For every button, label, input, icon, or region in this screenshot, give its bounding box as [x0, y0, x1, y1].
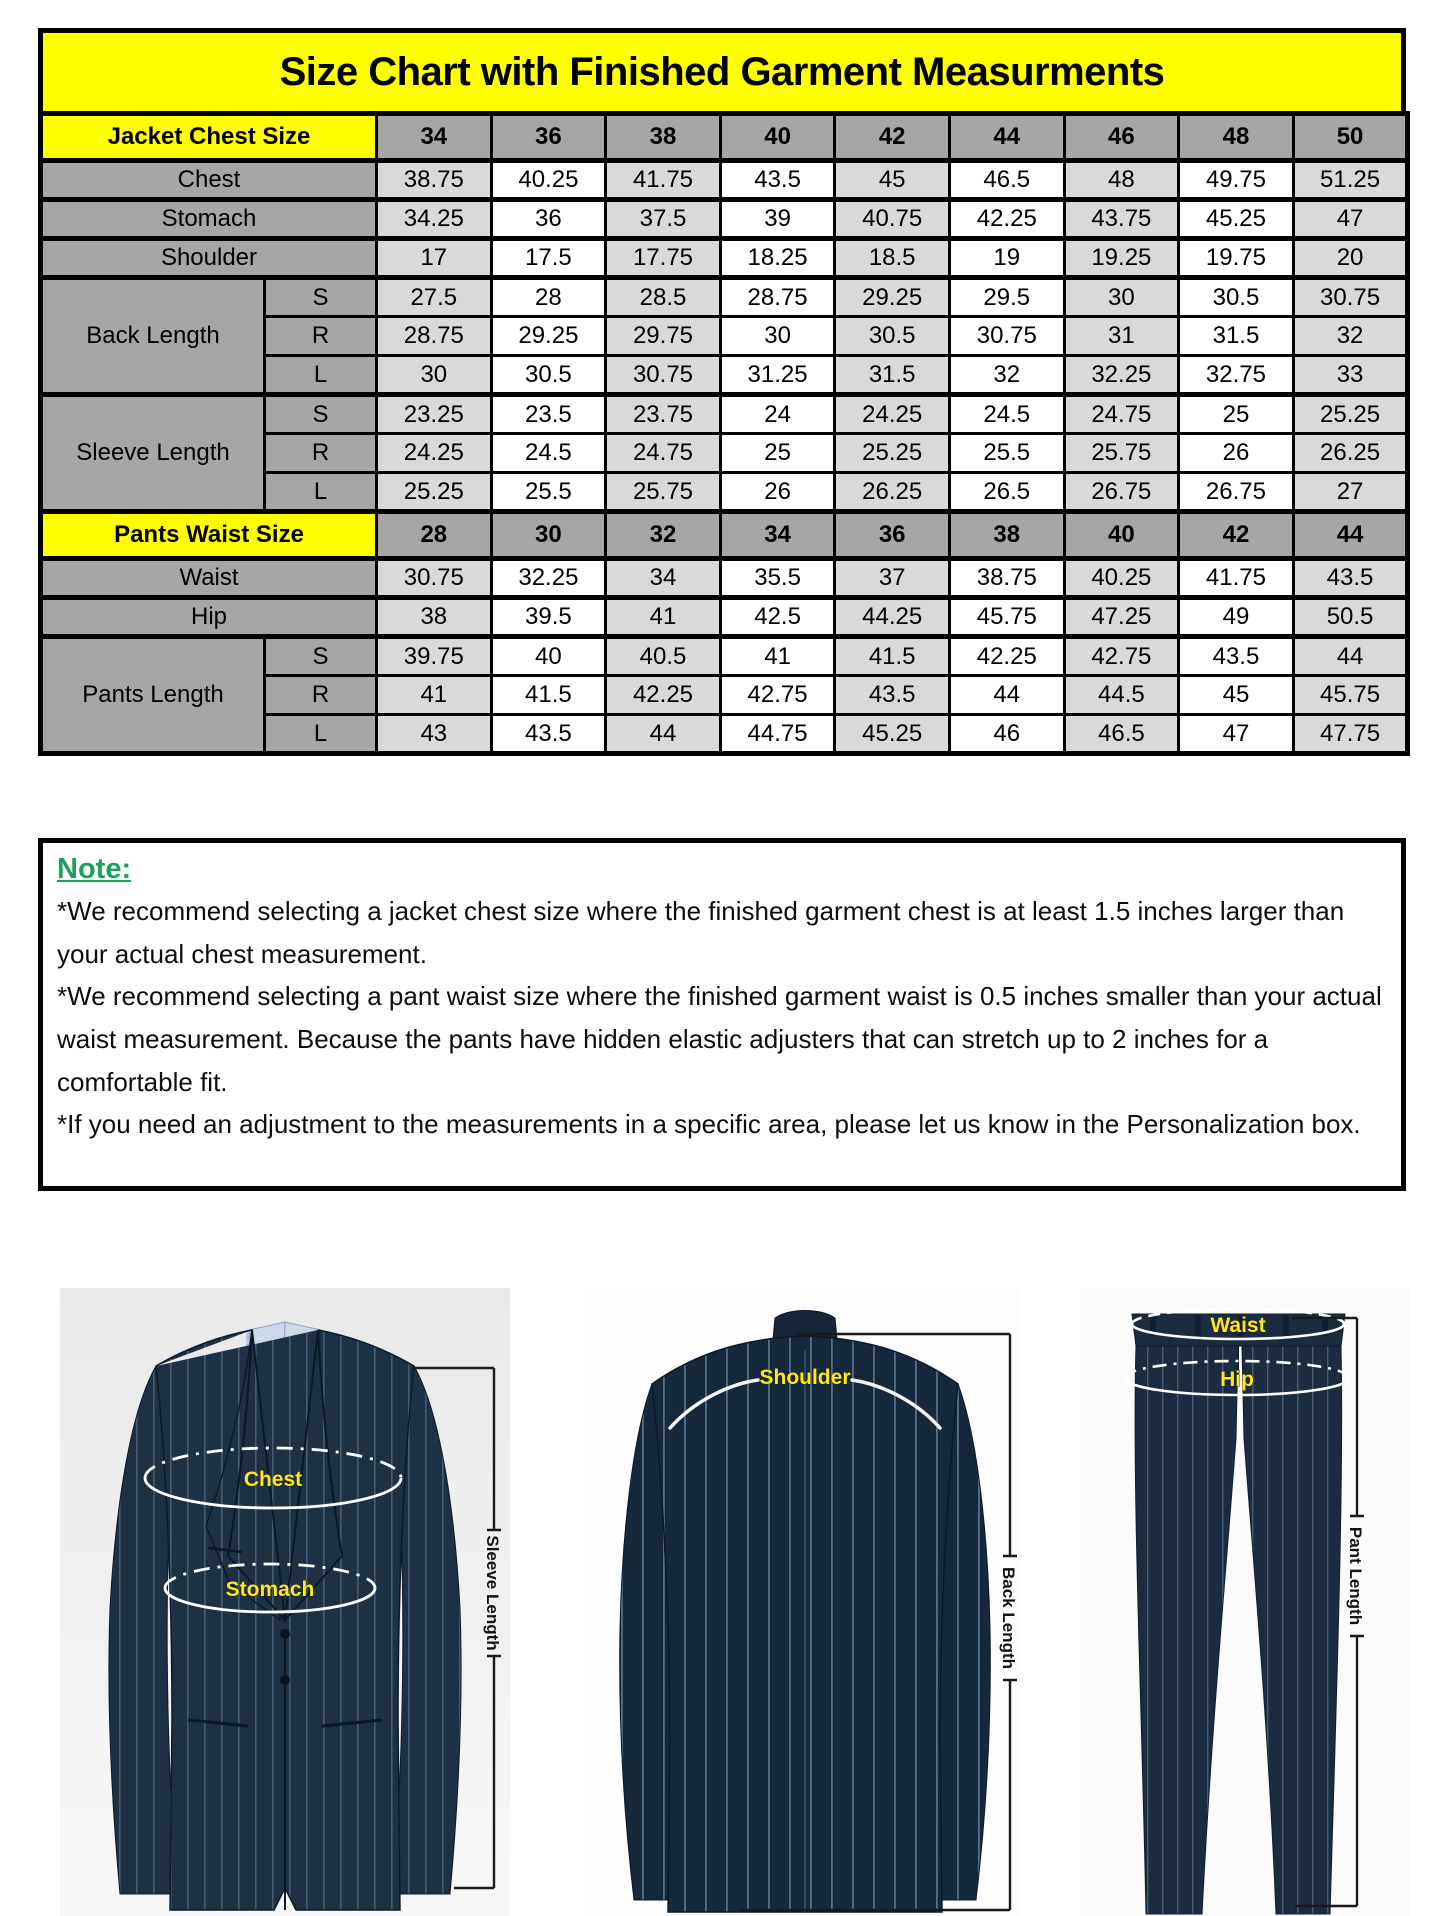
fit-cell: S [265, 637, 377, 676]
value-cell: 42.5 [720, 598, 835, 637]
value-cell: 28 [491, 278, 606, 317]
value-cell: 30 [377, 356, 492, 395]
stomach-label: Stomach [225, 1577, 315, 1601]
measurement-figures [38, 1288, 1406, 1916]
fit-cell: S [265, 278, 377, 317]
size-cell: 38 [949, 512, 1064, 559]
back-length-label: Back Length [999, 1566, 1018, 1669]
value-cell: 46.5 [949, 161, 1064, 200]
value-cell: 25.5 [949, 434, 1064, 473]
value-cell: 32.25 [1064, 356, 1179, 395]
row-label-cell: Waist [41, 559, 377, 598]
value-cell: 24.5 [491, 434, 606, 473]
hip-label: Hip [1220, 1367, 1254, 1391]
value-cell: 48 [1064, 161, 1179, 200]
value-cell: 25 [1179, 395, 1294, 434]
value-cell: 24.5 [949, 395, 1064, 434]
size-cell: 34 [377, 114, 492, 161]
value-cell: 50.5 [1293, 598, 1408, 637]
fit-cell: S [265, 395, 377, 434]
value-cell: 44.5 [1064, 676, 1179, 715]
value-cell: 38.75 [377, 161, 492, 200]
value-cell: 24.75 [1064, 395, 1179, 434]
value-cell: 43 [377, 715, 492, 754]
value-cell: 30 [1064, 278, 1179, 317]
value-cell: 31 [1064, 317, 1179, 356]
value-cell: 25.25 [835, 434, 950, 473]
table-row [41, 239, 1408, 278]
value-cell: 30.75 [606, 356, 721, 395]
value-cell: 25.5 [491, 473, 606, 512]
value-cell: 41.5 [491, 676, 606, 715]
value-cell: 27 [1293, 473, 1408, 512]
fit-cell: R [265, 676, 377, 715]
size-cell: 40 [1064, 512, 1179, 559]
value-cell: 17 [377, 239, 492, 278]
row-label-cell: Chest [41, 161, 377, 200]
value-cell: 17.5 [491, 239, 606, 278]
figure-front-jacket [60, 1288, 510, 1916]
value-cell: 32.25 [491, 559, 606, 598]
value-cell: 45 [1179, 676, 1294, 715]
value-cell: 40.5 [606, 637, 721, 676]
value-cell: 23.5 [491, 395, 606, 434]
value-cell: 24.75 [606, 434, 721, 473]
value-cell: 38 [377, 598, 492, 637]
value-cell: 39 [720, 200, 835, 239]
value-cell: 29.75 [606, 317, 721, 356]
value-cell: 25.75 [1064, 434, 1179, 473]
value-cell: 33 [1293, 356, 1408, 395]
size-cell: 44 [1293, 512, 1408, 559]
value-cell: 26 [1179, 434, 1294, 473]
fit-cell: R [265, 434, 377, 473]
value-cell: 44 [606, 715, 721, 754]
value-cell: 29.5 [949, 278, 1064, 317]
value-cell: 34 [606, 559, 721, 598]
value-cell: 19 [949, 239, 1064, 278]
waist-label: Waist [1210, 1313, 1266, 1337]
value-cell: 43.5 [1179, 637, 1294, 676]
value-cell: 45.75 [949, 598, 1064, 637]
value-cell: 41.75 [1179, 559, 1294, 598]
value-cell: 42.75 [720, 676, 835, 715]
value-cell: 40.75 [835, 200, 950, 239]
value-cell: 41.75 [606, 161, 721, 200]
value-cell: 45.75 [1293, 676, 1408, 715]
value-cell: 44 [949, 676, 1064, 715]
value-cell: 43.75 [1064, 200, 1179, 239]
value-cell: 47 [1293, 200, 1408, 239]
value-cell: 26 [720, 473, 835, 512]
value-cell: 46.5 [1064, 715, 1179, 754]
note-text [57, 890, 1385, 1146]
row-label-cell: Pants Length [41, 637, 265, 754]
note-box [38, 838, 1406, 1191]
size-cell: 38 [606, 114, 721, 161]
value-cell: 41 [606, 598, 721, 637]
value-cell: 20 [1293, 239, 1408, 278]
row-label-cell: Back Length [41, 278, 265, 395]
front-jacket-drawing [109, 1322, 461, 1910]
value-cell: 24 [720, 395, 835, 434]
value-cell: 43.5 [491, 715, 606, 754]
value-cell: 31.5 [835, 356, 950, 395]
shoulder-label: Shoulder [759, 1365, 851, 1389]
size-cell: 34 [720, 512, 835, 559]
value-cell: 41.5 [835, 637, 950, 676]
table-row [41, 395, 1408, 434]
table-row [41, 637, 1408, 676]
size-header-row [41, 114, 1408, 161]
size-chart-body [41, 114, 1408, 754]
size-cell: 50 [1293, 114, 1408, 161]
value-cell: 40.25 [491, 161, 606, 200]
size-cell: 42 [835, 114, 950, 161]
value-cell: 25.25 [1293, 395, 1408, 434]
value-cell: 17.75 [606, 239, 721, 278]
value-cell: 30.75 [1293, 278, 1408, 317]
value-cell: 30.75 [949, 317, 1064, 356]
note-paragraph: *We recommend selecting a pant waist size where the finished garment waist is 0.5 inches smaller than your actual waist measurement. Because the pants have hidden elastic adjusters that can stretch up to 2 inches for a comfortable fit. [57, 981, 1382, 1097]
note-heading: Note: [57, 853, 132, 885]
value-cell: 44.75 [720, 715, 835, 754]
value-cell: 30.75 [377, 559, 492, 598]
value-cell: 43.5 [720, 161, 835, 200]
value-cell: 31.5 [1179, 317, 1294, 356]
value-cell: 25 [720, 434, 835, 473]
row-label-cell: Sleeve Length [41, 395, 265, 512]
value-cell: 25.25 [377, 473, 492, 512]
section-header-cell: Pants Waist Size [41, 512, 377, 559]
value-cell: 30.5 [491, 356, 606, 395]
value-cell: 25.75 [606, 473, 721, 512]
value-cell: 44 [1293, 637, 1408, 676]
table-row [41, 161, 1408, 200]
value-cell: 38.75 [949, 559, 1064, 598]
size-chart-table [38, 111, 1410, 756]
value-cell: 28.75 [377, 317, 492, 356]
size-cell: 30 [491, 512, 606, 559]
value-cell: 30.5 [835, 317, 950, 356]
value-cell: 45 [835, 161, 950, 200]
value-cell: 27.5 [377, 278, 492, 317]
back-jacket-drawing [620, 1310, 991, 1912]
row-label-cell: Stomach [41, 200, 377, 239]
value-cell: 30.5 [1179, 278, 1294, 317]
value-cell: 47 [1179, 715, 1294, 754]
value-cell: 23.75 [606, 395, 721, 434]
size-header-row [41, 512, 1408, 559]
value-cell: 37.5 [606, 200, 721, 239]
size-cell: 44 [949, 114, 1064, 161]
value-cell: 26.25 [1293, 434, 1408, 473]
size-cell: 28 [377, 512, 492, 559]
value-cell: 26.5 [949, 473, 1064, 512]
value-cell: 49.75 [1179, 161, 1294, 200]
value-cell: 39.75 [377, 637, 492, 676]
value-cell: 37 [835, 559, 950, 598]
figure-pants [1080, 1288, 1410, 1916]
value-cell: 42.25 [949, 637, 1064, 676]
table-row [41, 278, 1408, 317]
value-cell: 42.75 [1064, 637, 1179, 676]
value-cell: 34.25 [377, 200, 492, 239]
section-header-cell: Jacket Chest Size [41, 114, 377, 161]
figure-back-jacket [590, 1288, 1020, 1916]
table-row [41, 598, 1408, 637]
value-cell: 32.75 [1179, 356, 1294, 395]
value-cell: 41 [377, 676, 492, 715]
value-cell: 28.5 [606, 278, 721, 317]
pant-length-label: Pant Length [1346, 1526, 1365, 1625]
size-cell: 40 [720, 114, 835, 161]
value-cell: 42.25 [606, 676, 721, 715]
value-cell: 47.75 [1293, 715, 1408, 754]
value-cell: 42.25 [949, 200, 1064, 239]
value-cell: 24.25 [835, 395, 950, 434]
size-cell: 42 [1179, 512, 1294, 559]
value-cell: 26.25 [835, 473, 950, 512]
size-cell: 48 [1179, 114, 1294, 161]
value-cell: 44.25 [835, 598, 950, 637]
value-cell: 30 [720, 317, 835, 356]
fit-cell: L [265, 473, 377, 512]
value-cell: 47.25 [1064, 598, 1179, 637]
note-paragraph: *We recommend selecting a jacket chest size where the finished garment chest is at least 1.5 inches larger than your actual chest measurement. [57, 896, 1345, 969]
value-cell: 35.5 [720, 559, 835, 598]
value-cell: 49 [1179, 598, 1294, 637]
value-cell: 41 [720, 637, 835, 676]
row-label-cell: Hip [41, 598, 377, 637]
value-cell: 26.75 [1064, 473, 1179, 512]
size-cell: 46 [1064, 114, 1179, 161]
fit-cell: R [265, 317, 377, 356]
chest-label: Chest [243, 1467, 303, 1491]
value-cell: 43.5 [1293, 559, 1408, 598]
value-cell: 51.25 [1293, 161, 1408, 200]
title-bar [38, 28, 1406, 116]
value-cell: 40 [491, 637, 606, 676]
value-cell: 26.75 [1179, 473, 1294, 512]
value-cell: 23.25 [377, 395, 492, 434]
value-cell: 43.5 [835, 676, 950, 715]
value-cell: 29.25 [835, 278, 950, 317]
value-cell: 18.25 [720, 239, 835, 278]
row-label-cell: Shoulder [41, 239, 377, 278]
page-content [38, 28, 1406, 1916]
table-row [41, 200, 1408, 239]
value-cell: 31.25 [720, 356, 835, 395]
size-cell: 36 [491, 114, 606, 161]
value-cell: 24.25 [377, 434, 492, 473]
value-cell: 40.25 [1064, 559, 1179, 598]
value-cell: 19.25 [1064, 239, 1179, 278]
fit-cell: L [265, 356, 377, 395]
value-cell: 32 [949, 356, 1064, 395]
value-cell: 19.75 [1179, 239, 1294, 278]
value-cell: 28.75 [720, 278, 835, 317]
sleeve-length-label: Sleeve Length [483, 1535, 502, 1651]
value-cell: 45.25 [1179, 200, 1294, 239]
value-cell: 32 [1293, 317, 1408, 356]
value-cell: 46 [949, 715, 1064, 754]
value-cell: 45.25 [835, 715, 950, 754]
table-row [41, 559, 1408, 598]
value-cell: 18.5 [835, 239, 950, 278]
note-paragraph: *If you need an adjustment to the measurements in a specific area, please let us know in the Personalization box. [57, 1109, 1361, 1140]
value-cell: 29.25 [491, 317, 606, 356]
value-cell: 36 [491, 200, 606, 239]
fit-cell: L [265, 715, 377, 754]
page-title: Size Chart with Finished Garment Measurments [279, 49, 1165, 94]
size-cell: 36 [835, 512, 950, 559]
value-cell: 39.5 [491, 598, 606, 637]
size-cell: 32 [606, 512, 721, 559]
